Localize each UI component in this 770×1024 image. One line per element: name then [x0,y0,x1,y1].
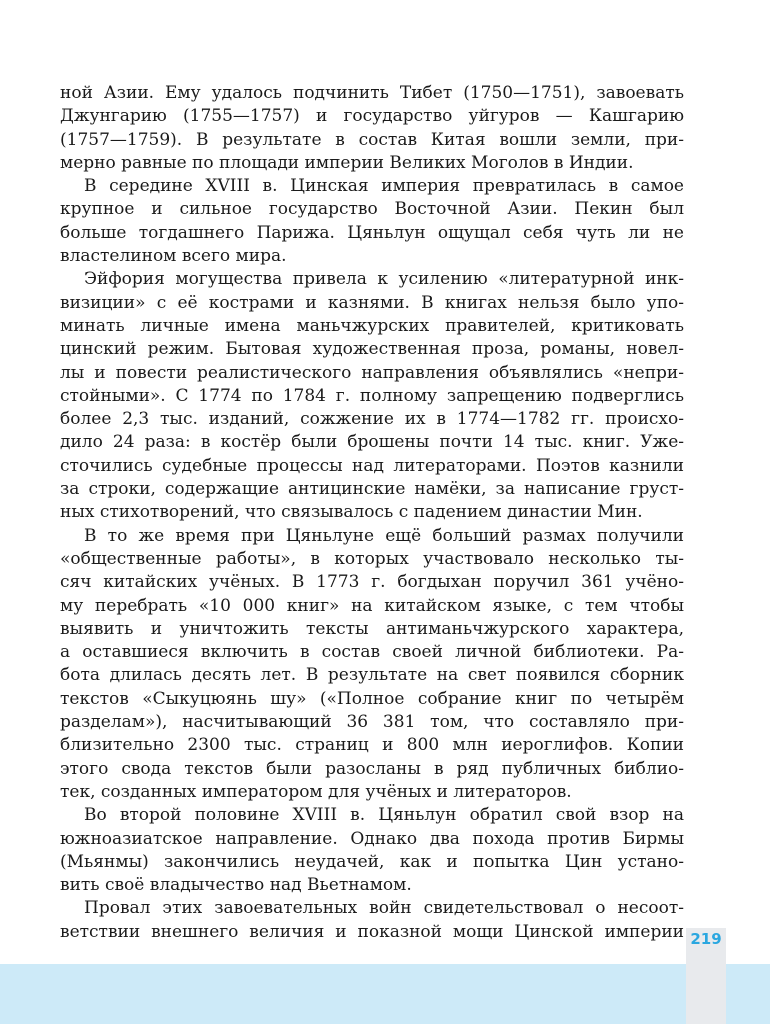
text-line: властелином всего мира. [60,246,287,267]
text-line: В середине XVIII в. Цинская империя превратилась в самое [84,176,684,197]
text-line: текстов «Сыкуцюянь шу» («Полное собрание книг по четырём [60,688,684,709]
text-line: сточились судебные процессы над литераторами. Поэтов казнили [60,455,684,476]
text-line: этого свода текстов были разосланы в ряд публичных библио- [60,758,684,779]
text-line: тек, созданных императором для учёных и литераторов. [60,781,572,802]
text-line: «общественные работы», в которых участвовало несколько ты- [60,548,684,569]
text-line: визиции» с её кострами и казнями. В книгах нельзя было упо- [60,292,684,313]
footer-band [0,964,770,1024]
text-line: ветствии внешнего величия и показной мощи Цинской империи [60,921,684,942]
text-line: В то же время при Цяньлуне ещё больший размах получили [84,525,684,546]
text-line: крупное и сильное государство Восточной Азии. Пекин был [60,199,684,220]
text-line: ных стихотворений, что связывалось с падением династии Мин. [60,502,643,523]
text-line: Джунгарию (1755—1757) и государство уйгуров — Кашгарию [60,106,684,127]
text-line: южноазиатское направление. Однако два похода против Бирмы [60,828,684,849]
text-line: (1757—1759). В результате в состав Китая вошли земли, при- [60,129,684,150]
text-line: близительно 2300 тыс. страниц и 800 млн иероглифов. Копии [60,735,684,756]
text-line: более 2,3 тыс. изданий, сожжение их в 1774—1782 гг. происхо- [60,409,684,430]
text-line: а оставшиеся включить в состав своей личной библиотеки. Ра- [60,642,684,663]
text-line: бота длилась десять лет. В результате на свет появился сборник [60,665,684,686]
text-line: мерно равные по площади империи Великих Моголов в Индии. [60,152,634,173]
text-line: за строки, содержащие антицинские намёки, за написание груст- [60,479,684,500]
text-line: дило 24 раза: в костёр были брошены почти 14 тыс. книг. Уже- [60,432,684,453]
text-line: ной Азии. Ему удалось подчинить Тибет (1750—1751), завоевать [60,83,684,103]
text-line: лы и повести реалистического направления объявлялись «непри- [60,362,684,383]
page-number: 219 [690,930,722,948]
text-line: выявить и уничтожить тексты антиманьчжурского характера, [60,618,684,639]
text-line: Эйфория могущества привела к усилению «литературной инк- [84,269,684,290]
text-line: минать личные имена маньчжурских правителей, критиковать [60,315,684,336]
text-line: цинский режим. Бытовая художественная проза, романы, новел- [60,339,684,360]
body-text [60,82,684,944]
text-line: вить своё владычество над Вьетнамом. [60,875,412,896]
text-line: Провал этих завоевательных войн свидетельствовал о несоот- [84,898,684,919]
text-line: сяч китайских учёных. В 1773 г. богдыхан поручил 361 учёно- [60,572,684,593]
text-line: стойными». С 1774 по 1784 г. полному запрещению подверглись [60,385,684,406]
text-line: му перебрать «10 000 книг» на китайском языке, с тем чтобы [60,595,684,616]
text-line: больше тогдашнего Парижа. Цяньлун ощущал себя чуть ли не [60,222,684,243]
text-line: (Мьянмы) закончились неудачей, как и попытка Цин устано- [60,851,684,872]
text-line: Во второй половине XVIII в. Цяньлун обратил свой взор на [84,805,684,826]
text-line: разделам»), насчитывающий 36 381 том, что составляло при- [60,712,684,733]
